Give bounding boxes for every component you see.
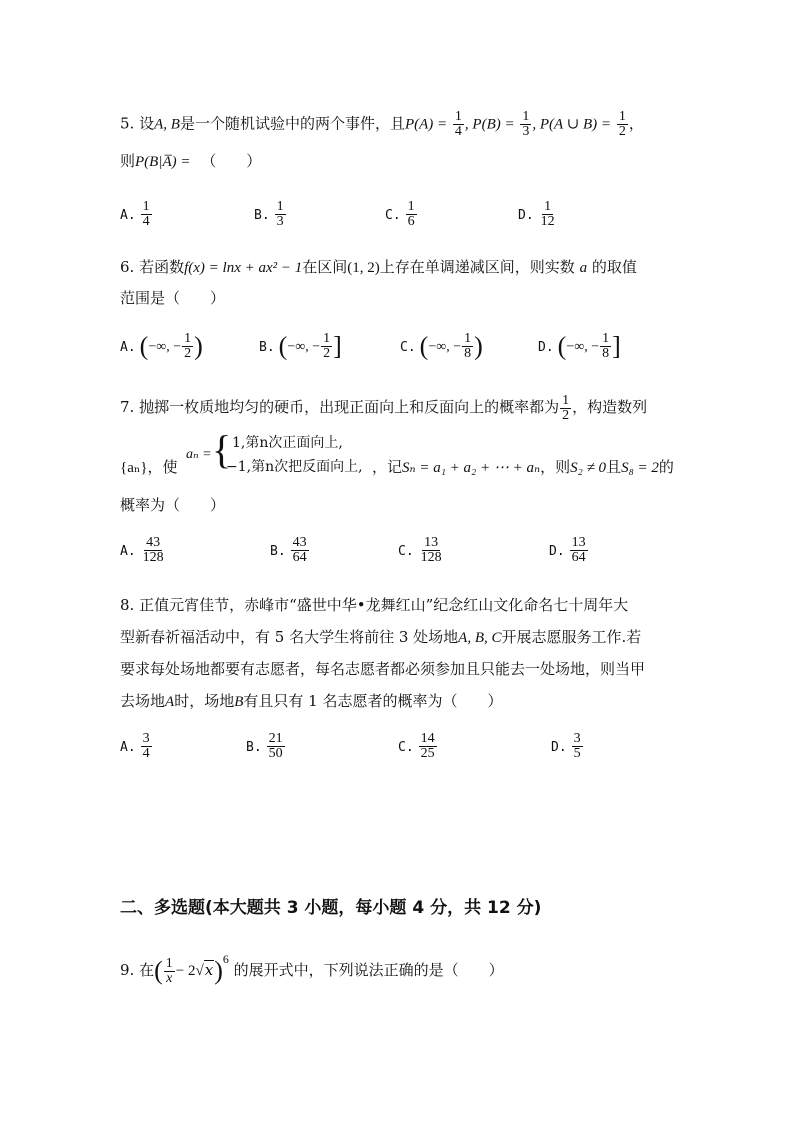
q5-line2: 则P(B|A̅) = （ ） bbox=[120, 152, 262, 170]
q9-line1: 9. 在( $\frac{1}{x}$ − 2√x)$^6$ 的展开式中，下列说法正确的是（ ） bbox=[120, 952, 504, 986]
q5-line1: 5. 设A, B是一个随机试验中的两个事件，且P(A) = $\frac{1}{4}$ , P(B) = $\frac{1}{3}$ , P(A ∪ B) = $\frac{1}{2}$ ， bbox=[120, 109, 644, 139]
piecewise-brace: { bbox=[212, 427, 232, 472]
q6-option-c[interactable]: C. (−∞, − $\frac{1}{8}$ ) bbox=[400, 331, 483, 361]
q6-line2: 范围是（ ） bbox=[120, 289, 226, 307]
q5-option-d[interactable]: D. $\frac{1}{12}$ bbox=[518, 199, 555, 229]
q8-line2: 型新春祈福活动中，有 5 名大学生将前往 3 处场地A, B, C开展志愿服务工作.若 bbox=[120, 628, 642, 646]
q8-line4: 去场地A时，场地B有且只有 1 名志愿者的概率为（ ） bbox=[120, 692, 503, 710]
q7-option-b[interactable]: B. $\frac{43}{64}$ bbox=[270, 535, 307, 565]
q8-option-b[interactable]: B. $\frac{21}{50}$ bbox=[246, 731, 283, 761]
q7-line3: 概率为（ ） bbox=[120, 496, 226, 514]
q7-line2-left: {aₙ}，使 bbox=[120, 458, 178, 476]
q7-case-2: −1,第n次把反面向上, bbox=[226, 459, 363, 475]
q6-option-d[interactable]: D. (−∞, − $\frac{1}{8}$ ] bbox=[538, 331, 621, 361]
fraction: $\frac{1}{2}$ bbox=[618, 109, 626, 139]
q7-option-c[interactable]: C. $\frac{13}{128}$ bbox=[398, 535, 442, 565]
fraction: $\frac{1}{4}$ bbox=[454, 109, 462, 139]
q8-option-d[interactable]: D. $\frac{3}{5}$ bbox=[551, 731, 581, 761]
q7-case-1: 1,第n次正面向上, bbox=[232, 435, 343, 451]
q6-line1: 6. 若函数f(x) = lnx + ax² − 1在区间(1, 2)上存在单调递减区间，则实数 a 的取值 bbox=[120, 258, 637, 276]
q7-option-d[interactable]: D. $\frac{13}{64}$ bbox=[549, 535, 586, 565]
q7-an-label: aₙ = bbox=[186, 447, 212, 462]
q8-line1: 8. 正值元宵佳节，赤峰市“盛世中华•龙舞红山”纪念红山文化命名七十周年大 bbox=[120, 596, 629, 614]
q7-line1: 7. 抛掷一枚质地均匀的硬币，出现正面向上和反面向上的概率都为 $\frac{1}{2}$ ，构造数列 bbox=[120, 393, 648, 423]
q5-option-a[interactable]: A. $\frac{1}{4}$ bbox=[120, 199, 150, 229]
q7-line2-right: ，记Sₙ = a₁ + a₂ + ⋯ + aₙ，则S₂ ≠ 0且S₈ = 2的 bbox=[372, 458, 674, 476]
q8-line3: 要求每处场地都要有志愿者，每名志愿者都必须参加且只能去一处场地，则当甲 bbox=[120, 660, 646, 678]
q8-option-c[interactable]: C. $\frac{14}{25}$ bbox=[398, 731, 435, 761]
q6-option-a[interactable]: A. (−∞, − $\frac{1}{2}$ ) bbox=[120, 331, 203, 361]
q6-option-b[interactable]: B. (−∞, − $\frac{1}{2}$ ] bbox=[259, 331, 342, 361]
fraction: $\frac{1}{3}$ bbox=[522, 109, 530, 139]
q5-option-c[interactable]: C. $\frac{1}{6}$ bbox=[385, 199, 415, 229]
q8-option-a[interactable]: A. $\frac{3}{4}$ bbox=[120, 731, 150, 761]
q7-option-a[interactable]: A. $\frac{43}{128}$ bbox=[120, 535, 164, 565]
section-heading: 二、多选题(本大题共 3 小题，每小题 4 分，共 12 分) bbox=[120, 898, 542, 918]
q5-option-b[interactable]: B. $\frac{1}{3}$ bbox=[254, 199, 284, 229]
